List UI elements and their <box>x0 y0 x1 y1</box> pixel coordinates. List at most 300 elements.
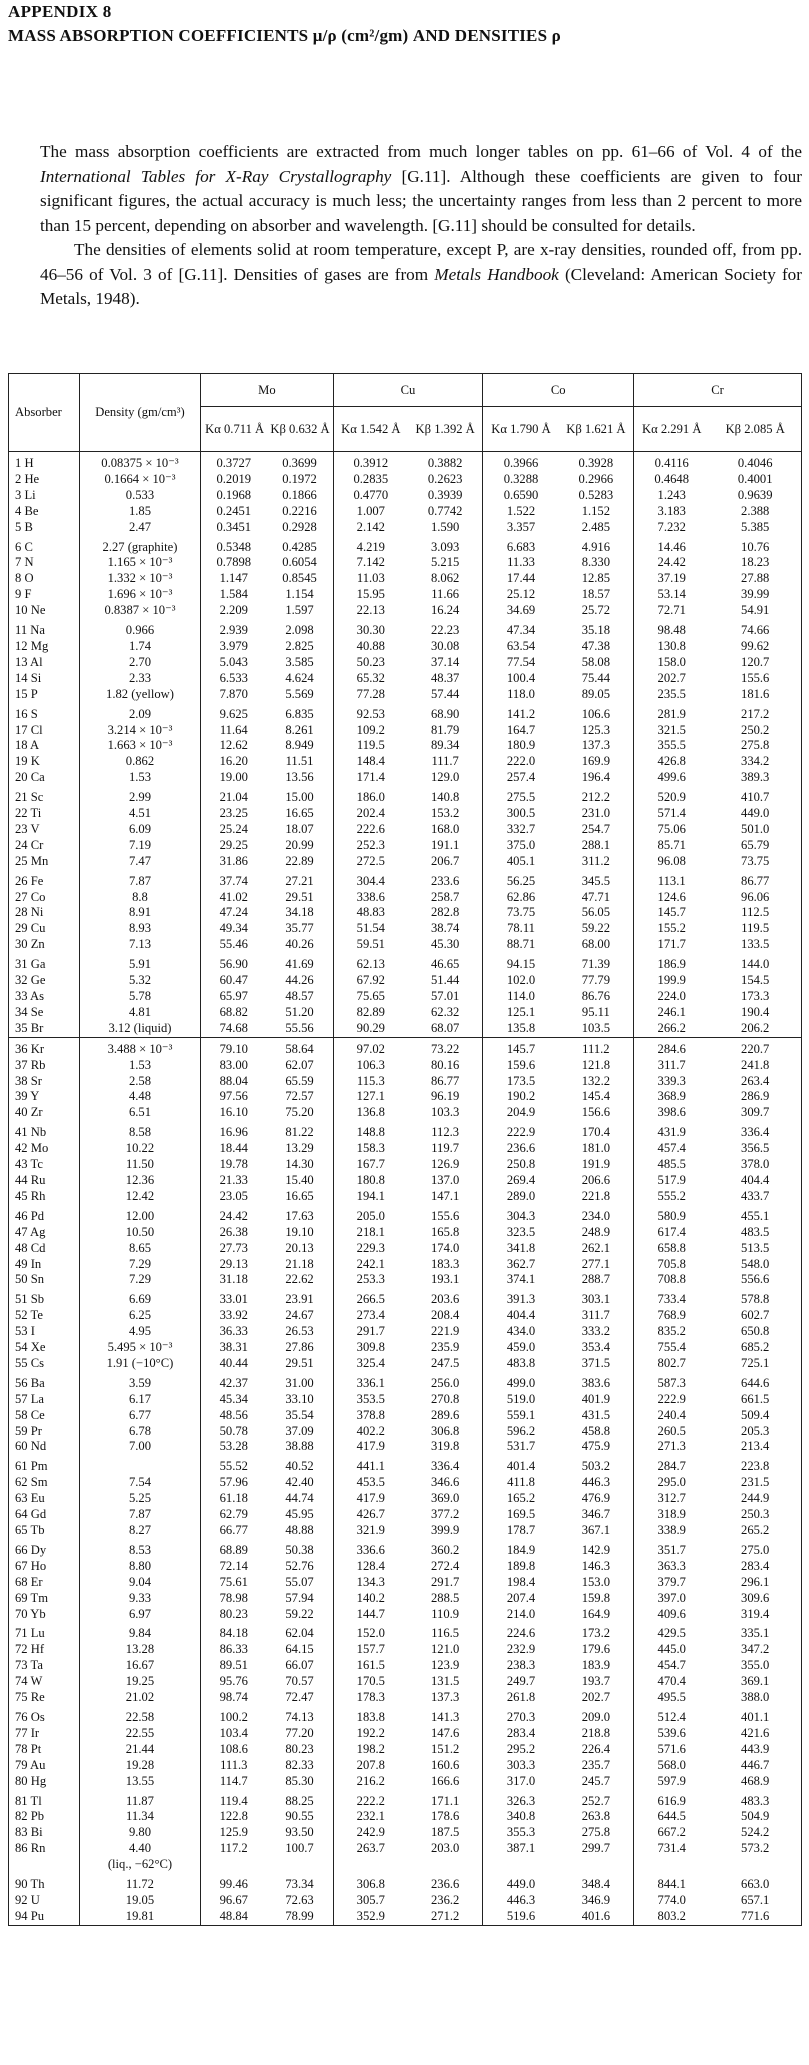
cu-kb-cell: 346.6 <box>408 1475 483 1491</box>
table-row <box>9 738 802 754</box>
mo-ka-cell: 61.18 <box>201 1491 267 1507</box>
cr-kb-cell: 347.2 <box>709 1642 801 1658</box>
mo-ka-cell: 19.78 <box>201 1157 267 1173</box>
table-row <box>9 1021 802 1037</box>
mo-kb-cell: 0.3699 <box>266 452 333 472</box>
cr-ka-cell: 1.243 <box>634 488 710 504</box>
co-kb-cell: 345.5 <box>559 870 634 890</box>
mo-kb-cell: 13.29 <box>266 1141 333 1157</box>
table-row <box>9 1873 802 1893</box>
mo-ka-cell: 42.37 <box>201 1372 267 1392</box>
absorber-cell: 51 Sb <box>9 1288 80 1308</box>
cu-kb-cell: 187.5 <box>408 1825 483 1841</box>
co-ka-cell: 6.683 <box>483 536 559 556</box>
cr-kb-cell: 650.8 <box>709 1324 801 1340</box>
density-cell: 8.91 <box>79 905 200 921</box>
cr-kb-cell: 556.6 <box>709 1272 801 1288</box>
target-header-row <box>9 374 802 407</box>
intro-p2-text-b: (Cleveland: American Society for Metals, 1948). <box>40 264 802 308</box>
cu-ka-cell: 242.9 <box>333 1825 408 1841</box>
density-cell: 4.81 <box>79 1005 200 1021</box>
mo-kb-cell: 62.04 <box>266 1622 333 1642</box>
mo-kb-cell: 20.13 <box>266 1241 333 1257</box>
cr-ka-cell: 235.5 <box>634 687 710 703</box>
mo-ka-cell: 45.34 <box>201 1392 267 1408</box>
density-cell: 6.69 <box>79 1288 200 1308</box>
co-ka-cell: 1.522 <box>483 504 559 520</box>
mo-kb-cell: 82.33 <box>266 1758 333 1774</box>
cu-ka-cell: 417.9 <box>333 1491 408 1507</box>
co-kb-cell: 202.7 <box>559 1690 634 1706</box>
cr-ka-cell: 37.19 <box>634 571 710 587</box>
co-ka-cell: 257.4 <box>483 770 559 786</box>
cr-kb-cell: 213.4 <box>709 1439 801 1455</box>
density-cell: 1.85 <box>79 504 200 520</box>
co-kb-cell: 0.2966 <box>559 472 634 488</box>
co-ka-cell: 224.6 <box>483 1622 559 1642</box>
co-ka-cell: 449.0 <box>483 1873 559 1893</box>
co-ka-cell: 3.357 <box>483 520 559 536</box>
table-row <box>9 1205 802 1225</box>
mo-kb-cell: 44.26 <box>266 973 333 989</box>
absorber-cell: 52 Te <box>9 1308 80 1324</box>
cr-kb-cell: 296.1 <box>709 1575 801 1591</box>
absorption-table <box>8 373 802 1926</box>
cr-ka-cell: 658.8 <box>634 1241 710 1257</box>
mo-kb-cell: 17.63 <box>266 1205 333 1225</box>
table-row <box>9 1642 802 1658</box>
cr-kb-cell: 483.3 <box>709 1790 801 1810</box>
mo-ka-cell: 31.86 <box>201 854 267 870</box>
absorber-cell: 41 Nb <box>9 1121 80 1141</box>
cr-kb-cell: 661.5 <box>709 1392 801 1408</box>
co-ka-cell: 214.0 <box>483 1607 559 1623</box>
cr-ka-header: Kα 2.291 Å <box>634 407 710 452</box>
table-row <box>9 937 802 953</box>
co-kb-cell: 254.7 <box>559 822 634 838</box>
co-ka-cell: 56.25 <box>483 870 559 890</box>
mo-kb-cell: 4.624 <box>266 671 333 687</box>
absorber-cell: 60 Nd <box>9 1439 80 1455</box>
table-row <box>9 1356 802 1372</box>
co-ka-cell: 118.0 <box>483 687 559 703</box>
table-row <box>9 1758 802 1774</box>
cu-kb-cell: 0.3882 <box>408 452 483 472</box>
cu-kb-cell: 256.0 <box>408 1372 483 1392</box>
density-cell: 1.696 × 10⁻³ <box>79 587 200 603</box>
density-cell: 10.50 <box>79 1225 200 1241</box>
mo-ka-cell: 68.82 <box>201 1005 267 1021</box>
cr-ka-cell: 397.0 <box>634 1591 710 1607</box>
cr-kb-header: Kβ 2.085 Å <box>709 407 801 452</box>
cr-kb-cell: 524.2 <box>709 1825 801 1841</box>
cu-kb-cell: 123.9 <box>408 1658 483 1674</box>
mo-kb-cell: 41.69 <box>266 953 333 973</box>
cr-ka-cell: 429.5 <box>634 1622 710 1642</box>
cu-kb-cell: 191.1 <box>408 838 483 854</box>
mo-kb-cell: 31.00 <box>266 1372 333 1392</box>
mo-ka-cell: 12.62 <box>201 738 267 754</box>
cu-ka-cell: 180.8 <box>333 1173 408 1189</box>
co-ka-cell: 165.2 <box>483 1491 559 1507</box>
cr-kb-cell: 220.7 <box>709 1037 801 1057</box>
mo-kb-cell: 2.825 <box>266 639 333 655</box>
mo-kb-cell: 0.1866 <box>266 488 333 504</box>
cu-kb-cell: 206.7 <box>408 854 483 870</box>
co-ka-cell: 404.4 <box>483 1308 559 1324</box>
co-ka-cell: 198.4 <box>483 1575 559 1591</box>
absorber-cell: 70 Yb <box>9 1607 80 1623</box>
mo-kb-cell: 64.15 <box>266 1642 333 1658</box>
co-kb-cell: 106.6 <box>559 703 634 723</box>
co-ka-cell: 283.4 <box>483 1726 559 1742</box>
table-row <box>9 973 802 989</box>
co-ka-cell: 519.0 <box>483 1392 559 1408</box>
cu-kb-cell: 166.6 <box>408 1774 483 1790</box>
density-cell: 13.55 <box>79 1774 200 1790</box>
cu-kb-cell: 193.1 <box>408 1272 483 1288</box>
co-kb-cell: 245.7 <box>559 1774 634 1790</box>
cr-ka-cell: 580.9 <box>634 1205 710 1225</box>
density-cell: 6.51 <box>79 1105 200 1121</box>
table-row <box>9 1607 802 1623</box>
cr-ka-cell: 271.3 <box>634 1439 710 1455</box>
mo-kb-cell: 0.1972 <box>266 472 333 488</box>
mo-ka-cell: 0.3727 <box>201 452 267 472</box>
mo-kb-cell: 22.62 <box>266 1272 333 1288</box>
cr-kb-cell: 0.4001 <box>709 472 801 488</box>
table-row <box>9 619 802 639</box>
mo-ka-cell: 47.24 <box>201 905 267 921</box>
cr-kb-cell: 335.1 <box>709 1622 801 1642</box>
cu-ka-cell: 198.2 <box>333 1742 408 1758</box>
intro-p2-text-a: The densities of elements solid at room temperature, except P, are x-ray densities, rounded off, from pp. 46–56 of Vol. 3 of [G.11]. Densities of gases are from <box>40 240 802 284</box>
cu-kb-cell: 151.2 <box>408 1742 483 1758</box>
absorber-cell: 16 S <box>9 703 80 723</box>
co-kb-cell: 218.8 <box>559 1726 634 1742</box>
co-ka-cell: 405.1 <box>483 854 559 870</box>
cr-kb-cell: 685.2 <box>709 1340 801 1356</box>
absorber-cell: 81 Tl <box>9 1790 80 1810</box>
table-row <box>9 1690 802 1706</box>
co-kb-cell: 346.7 <box>559 1507 634 1523</box>
cu-ka-cell: 134.3 <box>333 1575 408 1591</box>
co-ka-cell: 169.5 <box>483 1507 559 1523</box>
table-row <box>9 1909 802 1925</box>
table-row <box>9 1288 802 1308</box>
mo-ka-cell: 29.25 <box>201 838 267 854</box>
co-ka-cell: 135.8 <box>483 1021 559 1037</box>
mo-ka-cell: 97.56 <box>201 1089 267 1105</box>
cu-ka-cell: 186.0 <box>333 786 408 806</box>
table-row <box>9 1189 802 1205</box>
cu-ka-cell: 128.4 <box>333 1559 408 1575</box>
cr-kb-cell: 513.5 <box>709 1241 801 1257</box>
co-kb-cell: 221.8 <box>559 1189 634 1205</box>
co-kb-cell: 231.0 <box>559 806 634 822</box>
density-cell: 7.19 <box>79 838 200 854</box>
cu-kb-cell: 126.9 <box>408 1157 483 1173</box>
intro-text <box>40 140 802 312</box>
absorber-cell: 5 B <box>9 520 80 536</box>
cr-kb-cell: 286.9 <box>709 1089 801 1105</box>
absorber-cell: 15 P <box>9 687 80 703</box>
cr-ka-cell: 539.6 <box>634 1726 710 1742</box>
mo-kb-cell: 45.95 <box>266 1507 333 1523</box>
co-kb-cell: 383.6 <box>559 1372 634 1392</box>
co-ka-cell: 63.54 <box>483 639 559 655</box>
cu-kb-cell: 203.6 <box>408 1288 483 1308</box>
co-kb-cell: 446.3 <box>559 1475 634 1491</box>
table-row <box>9 1726 802 1742</box>
cr-kb-cell: 644.6 <box>709 1372 801 1392</box>
cu-ka-cell: 4.219 <box>333 536 408 556</box>
cu-ka-cell: 352.9 <box>333 1909 408 1925</box>
cu-ka-cell: 273.4 <box>333 1308 408 1324</box>
density-cell: 12.36 <box>79 1173 200 1189</box>
mo-ka-cell: 79.10 <box>201 1037 267 1057</box>
density-cell: 22.58 <box>79 1706 200 1726</box>
mo-kb-cell: 77.20 <box>266 1726 333 1742</box>
cu-kb-cell: 155.6 <box>408 1205 483 1225</box>
cu-kb-cell: 89.34 <box>408 738 483 754</box>
density-cell: 11.72 <box>79 1873 200 1893</box>
table-row <box>9 989 802 1005</box>
mo-kb-cell: 81.22 <box>266 1121 333 1141</box>
co-kb-cell <box>559 1857 634 1873</box>
absorber-cell: 79 Au <box>9 1758 80 1774</box>
cu-kb-cell: 111.7 <box>408 754 483 770</box>
table-row <box>9 1559 802 1575</box>
absorber-cell: 6 C <box>9 536 80 556</box>
mo-ka-cell: 78.98 <box>201 1591 267 1607</box>
co-ka-cell: 401.4 <box>483 1455 559 1475</box>
mo-kb-cell: 65.59 <box>266 1074 333 1090</box>
cr-kb-cell: 27.88 <box>709 571 801 587</box>
cr-kb-cell: 455.1 <box>709 1205 801 1225</box>
cr-ka-cell: 295.0 <box>634 1475 710 1491</box>
cu-kb-cell: 160.6 <box>408 1758 483 1774</box>
absorber-cell: 30 Zn <box>9 937 80 953</box>
intro-p1-text-b: [G.11]. Although these coefficients are given to four significant figures, the actual accuracy is much less; the uncertainty ranges from less than 2 percent to more than 15 percent, depending on absorber and wavelength. [G.11] should be consulted for details. <box>40 166 802 235</box>
mo-kb-cell: 27.21 <box>266 870 333 890</box>
mo-ka-cell: 48.56 <box>201 1408 267 1424</box>
density-cell: 7.87 <box>79 1507 200 1523</box>
cr-ka-cell: 240.4 <box>634 1408 710 1424</box>
density-cell: 19.05 <box>79 1893 200 1909</box>
cu-ka-cell: 148.8 <box>333 1121 408 1141</box>
absorber-cell: 27 Co <box>9 890 80 906</box>
cu-ka-cell: 207.8 <box>333 1758 408 1774</box>
density-cell: 11.50 <box>79 1157 200 1173</box>
table-row <box>9 1408 802 1424</box>
cu-kb-cell: 147.1 <box>408 1189 483 1205</box>
mo-kb-cell: 22.89 <box>266 854 333 870</box>
table-row <box>9 754 802 770</box>
density-cell: 21.44 <box>79 1742 200 1758</box>
cr-kb-cell: 388.0 <box>709 1690 801 1706</box>
density-cell: 11.34 <box>79 1809 200 1825</box>
mo-ka-cell: 83.00 <box>201 1058 267 1074</box>
co-ka-cell: 0.3288 <box>483 472 559 488</box>
cu-ka-cell: 15.95 <box>333 587 408 603</box>
co-ka-cell: 62.86 <box>483 890 559 906</box>
mo-kb-cell: 72.57 <box>266 1089 333 1105</box>
cr-ka-cell: 803.2 <box>634 1909 710 1925</box>
table-row <box>9 1706 802 1726</box>
cr-kb-cell: 449.0 <box>709 806 801 822</box>
cr-kb-cell: 663.0 <box>709 1873 801 1893</box>
cr-ka-cell: 199.9 <box>634 973 710 989</box>
cu-ka-cell: 0.3912 <box>333 452 408 472</box>
density-cell: 1.91 (−10°C) <box>79 1356 200 1372</box>
co-ka-header: Kα 1.790 Å <box>483 407 559 452</box>
co-kb-cell: 4.916 <box>559 536 634 556</box>
cu-ka-cell: 90.29 <box>333 1021 408 1037</box>
cu-ka-cell: 441.1 <box>333 1455 408 1475</box>
cu-kb-cell: 57.44 <box>408 687 483 703</box>
mo-kb-cell: 14.30 <box>266 1157 333 1173</box>
cr-kb-cell: 86.77 <box>709 870 801 890</box>
cr-ka-cell: 224.0 <box>634 989 710 1005</box>
co-ka-cell: 362.7 <box>483 1257 559 1273</box>
mo-kb-cell: 75.20 <box>266 1105 333 1121</box>
table-row <box>9 1324 802 1340</box>
co-ka-cell: 232.9 <box>483 1642 559 1658</box>
mo-ka-cell: 23.25 <box>201 806 267 822</box>
cr-kb-cell: 334.2 <box>709 754 801 770</box>
co-ka-cell: 341.8 <box>483 1241 559 1257</box>
co-ka-cell: 411.8 <box>483 1475 559 1491</box>
cu-ka-cell: 158.3 <box>333 1141 408 1157</box>
mo-ka-cell: 60.47 <box>201 973 267 989</box>
cu-kb-cell: 131.5 <box>408 1674 483 1690</box>
co-kb-cell: 206.6 <box>559 1173 634 1189</box>
absorber-cell: 65 Tb <box>9 1523 80 1539</box>
density-cell: 1.82 (yellow) <box>79 687 200 703</box>
absorber-cell: 9 F <box>9 587 80 603</box>
mo-kb-cell: 19.10 <box>266 1225 333 1241</box>
mo-kb-cell: 55.07 <box>266 1575 333 1591</box>
cr-ka-cell: 260.5 <box>634 1424 710 1440</box>
cr-kb-cell: 120.7 <box>709 655 801 671</box>
density-cell: 21.02 <box>79 1690 200 1706</box>
cu-kb-cell: 236.6 <box>408 1873 483 1893</box>
mo-ka-cell: 36.33 <box>201 1324 267 1340</box>
cr-ka-cell: 113.1 <box>634 870 710 890</box>
mo-kb-cell: 35.77 <box>266 921 333 937</box>
density-cell: 6.25 <box>79 1308 200 1324</box>
co-ka-cell: 222.0 <box>483 754 559 770</box>
co-ka-cell: 340.8 <box>483 1809 559 1825</box>
cu-ka-cell: 272.5 <box>333 854 408 870</box>
co-ka-cell: 446.3 <box>483 1893 559 1909</box>
absorber-cell: 48 Cd <box>9 1241 80 1257</box>
density-cell: 3.214 × 10⁻³ <box>79 723 200 739</box>
density-cell: 5.32 <box>79 973 200 989</box>
absorber-cell: 21 Sc <box>9 786 80 806</box>
density-cell: 1.663 × 10⁻³ <box>79 738 200 754</box>
cr-ka-cell: 802.7 <box>634 1356 710 1372</box>
mo-ka-cell: 0.3451 <box>201 520 267 536</box>
co-kb-cell: 8.330 <box>559 555 634 571</box>
cr-ka-cell: 844.1 <box>634 1873 710 1893</box>
cr-kb-cell: 283.4 <box>709 1559 801 1575</box>
mo-kb-cell: 40.26 <box>266 937 333 953</box>
co-ka-cell: 269.4 <box>483 1173 559 1189</box>
cr-kb-cell: 501.0 <box>709 822 801 838</box>
mo-ka-cell: 111.3 <box>201 1758 267 1774</box>
mo-kb-cell: 80.23 <box>266 1742 333 1758</box>
cu-kb-cell: 306.8 <box>408 1424 483 1440</box>
co-ka-cell: 483.8 <box>483 1356 559 1372</box>
cr-kb-cell: 771.6 <box>709 1909 801 1925</box>
density-cell: 4.95 <box>79 1324 200 1340</box>
table-row <box>9 1539 802 1559</box>
cr-ka-cell: 379.7 <box>634 1575 710 1591</box>
co-kb-cell: 173.2 <box>559 1622 634 1642</box>
mo-kb-cell: 0.6054 <box>266 555 333 571</box>
cu-ka-cell: 157.7 <box>333 1642 408 1658</box>
co-kb-cell: 458.8 <box>559 1424 634 1440</box>
cr-ka-cell: 321.5 <box>634 723 710 739</box>
co-kb-cell: 169.9 <box>559 754 634 770</box>
co-kb-cell: 311.7 <box>559 1308 634 1324</box>
absorber-cell: 4 Be <box>9 504 80 520</box>
cu-ka-cell: 77.28 <box>333 687 408 703</box>
density-cell: 3.488 × 10⁻³ <box>79 1037 200 1057</box>
cr-ka-cell: 517.9 <box>634 1173 710 1189</box>
density-cell: 19.81 <box>79 1909 200 1925</box>
density-cell: 16.67 <box>79 1658 200 1674</box>
cr-ka-cell: 587.3 <box>634 1372 710 1392</box>
cr-kb-cell: 602.7 <box>709 1308 801 1324</box>
density-cell: 10.22 <box>79 1141 200 1157</box>
cu-kb-cell: 208.4 <box>408 1308 483 1324</box>
mo-kb-cell: 13.56 <box>266 770 333 786</box>
cr-ka-cell: 597.9 <box>634 1774 710 1790</box>
cr-kb-cell: 433.7 <box>709 1189 801 1205</box>
density-cell: 2.27 (graphite) <box>79 536 200 556</box>
co-ka-cell: 159.6 <box>483 1058 559 1074</box>
co-kb-cell: 47.38 <box>559 639 634 655</box>
co-kb-cell: 153.0 <box>559 1575 634 1591</box>
target-mo-header: Mo <box>201 374 333 407</box>
cu-kb-cell: 37.14 <box>408 655 483 671</box>
density-cell: 5.78 <box>79 989 200 1005</box>
mo-ka-cell: 16.20 <box>201 754 267 770</box>
co-ka-cell: 180.9 <box>483 738 559 754</box>
cu-ka-cell: 30.30 <box>333 619 408 639</box>
co-ka-cell: 326.3 <box>483 1790 559 1810</box>
absorber-cell: 72 Hf <box>9 1642 80 1658</box>
table-row <box>9 1141 802 1157</box>
cu-kb-cell: 272.4 <box>408 1559 483 1575</box>
absorber-cell: 8 O <box>9 571 80 587</box>
cu-ka-cell: 194.1 <box>333 1189 408 1205</box>
mo-kb-cell: 50.38 <box>266 1539 333 1559</box>
absorber-cell: 71 Lu <box>9 1622 80 1642</box>
co-kb-cell: 401.6 <box>559 1909 634 1925</box>
density-cell: 6.97 <box>79 1607 200 1623</box>
mo-ka-cell: 11.64 <box>201 723 267 739</box>
co-ka-cell: 78.11 <box>483 921 559 937</box>
co-ka-cell: 303.3 <box>483 1758 559 1774</box>
table-row <box>9 1121 802 1141</box>
cr-kb-cell: 725.1 <box>709 1356 801 1372</box>
cu-kb-cell: 112.3 <box>408 1121 483 1141</box>
density-cell: 1.74 <box>79 639 200 655</box>
